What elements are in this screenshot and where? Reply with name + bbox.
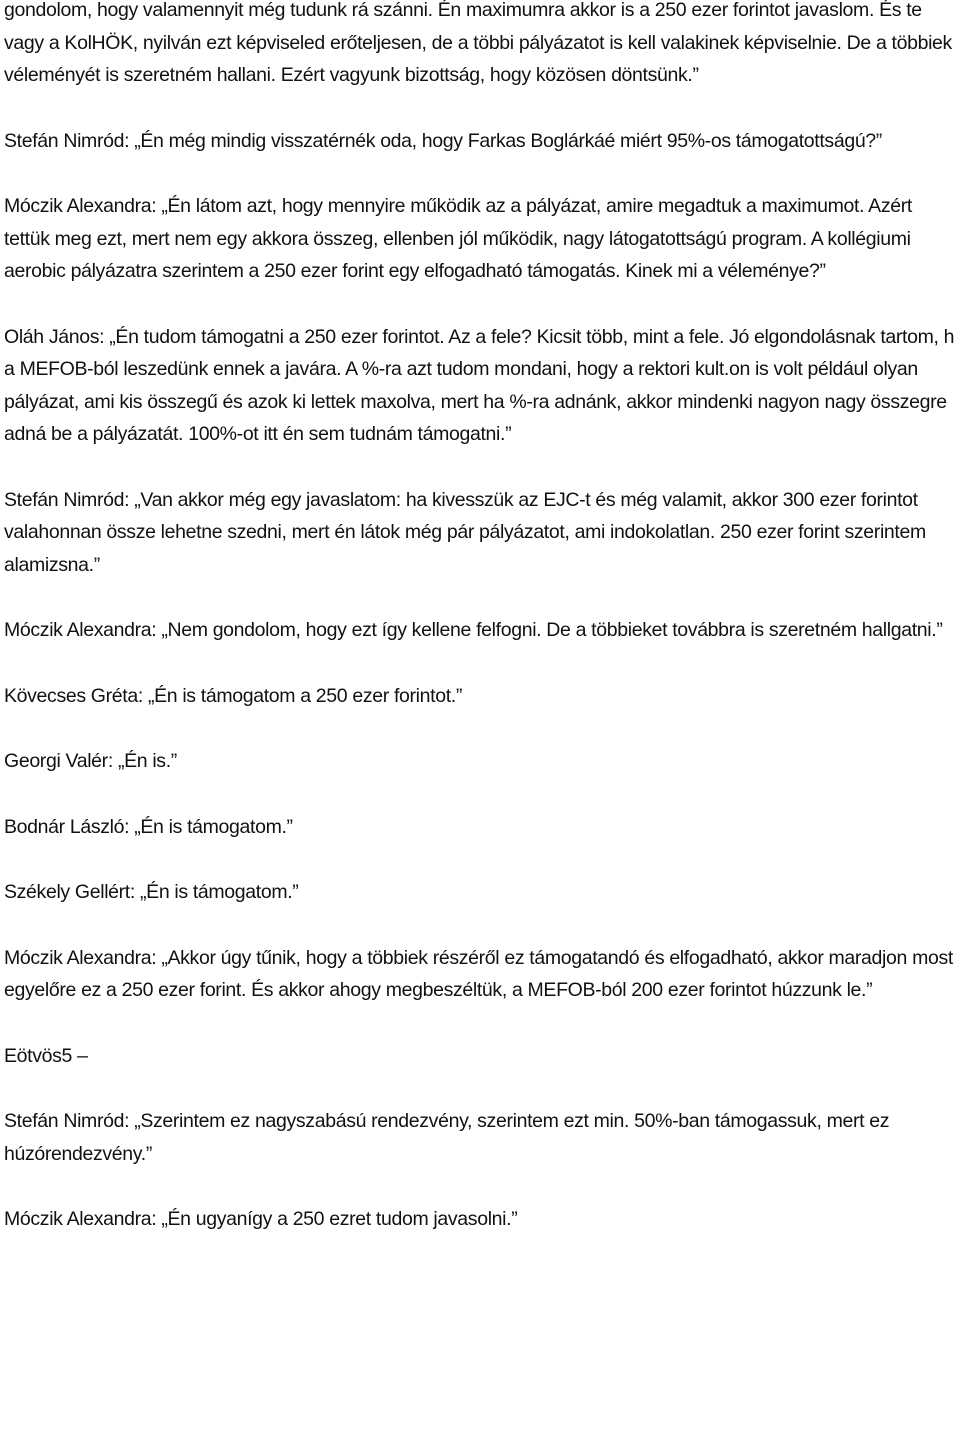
paragraph-bodnar-laszlo: Bodnár László: „Én is támogatom.” <box>4 815 293 838</box>
paragraph-olah-janos: Oláh János: „Én tudom támogatni a 250 ezer forintot. Az a fele? Kicsit több, mint a fele. Jó elgondolásnak tartom, h a MEFOB-ból leszedünk ennek a javára. A %-ra azt tudom mondani, hogy a rektori kult.on is volt például olyan pályázat, ami kis összegű és azok ki lettek maxolva, mert ha %-ra adnánk, akkor mindenki nagyon nagy összegre adná be a pályázatát. 100%-ot itt én sem tudnám támogatni.” <box>4 325 955 445</box>
paragraph-georgi-valer: Georgi Valér: „Én is.” <box>4 750 177 772</box>
paragraph-kovecses-greta: Kövecses Gréta: „Én is támogatom a 250 ezer forintot.” <box>4 684 462 707</box>
paragraph-szekely-gellert: Székely Gellért: „Én is támogatom.” <box>4 881 299 903</box>
paragraph-moczik-alexandra-3: Móczik Alexandra: „Akkor úgy tűnik, hogy a többiek részéről ez támogatandó és elfogadható, akkor maradjon most egyelőre ez a 250 ezer forint. És akkor ahogy megbeszéltük, a MEFOB-ból 200 ezer forintot húzzunk le.” <box>4 946 953 1001</box>
paragraph-stefan-nimrod-2: Stefán Nimród: „Van akkor még egy javaslatom: ha kivesszük az EJC-t és még valamit, akkor 300 ezer forintot valahonnan össze lehetne szedni, mert én látok még pár pályázatot, ami indokolatlan. 250 ezer forint szerintem alamizsna.” <box>4 488 926 576</box>
paragraph-stefan-nimrod-1: Stefán Nimród: „Én még mindig visszatérnék oda, hogy Farkas Boglárkáé miért 95%-os támogatottságú?” <box>4 129 882 152</box>
paragraph-moczik-alexandra-1: Móczik Alexandra: „Én látom azt, hogy mennyire működik az a pályázat, amire megadtuk a maximumot. Azért tettük meg ezt, mert nem egy akkora összeg, ellenben jól működik, nagy látogatottságú program. A kollégiumi aerobic pályázatra szerintem a 250 ezer forint egy elfogadható támogatás. Kinek mi a véleménye?” <box>4 195 912 282</box>
paragraph-stefan-nimrod-3: Stefán Nimród: „Szerintem ez nagyszabású rendezvény, szerintem ezt min. 50%-ban támogassuk, mert ez húzórendezvény.” <box>4 1110 890 1165</box>
paragraph-moczik-alexandra-4: Móczik Alexandra: „Én ugyanígy a 250 ezret tudom javasolni.” <box>4 1208 518 1230</box>
paragraph-eotvos5-heading: Eötvös5 – <box>4 1044 88 1067</box>
paragraph-continuation: gondolom, hogy valamennyit még tudunk rá szánni. Én maximumra akkor is a 250 ezer forintot javaslom. És te vagy a KolHÖK, nyilván ezt képviseled erőteljesen, de a többi pályázatot is kell valakinek képviselnie. De a többiek véleményét is szeretném hallani. Ezért vagyunk bizottság, hogy közösen döntsünk.” <box>4 0 952 86</box>
paragraph-moczik-alexandra-2: Móczik Alexandra: „Nem gondolom, hogy ezt így kellene felfogni. De a többieket továbbra is szeretném hallgatni.” <box>4 619 943 641</box>
